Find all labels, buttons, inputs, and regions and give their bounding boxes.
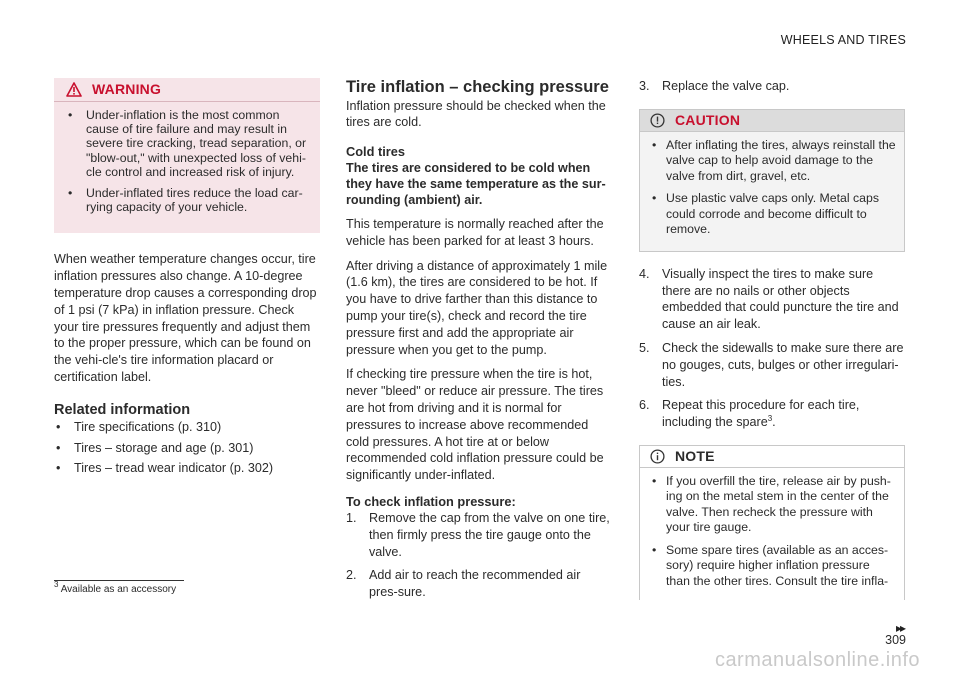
- footnote-divider: [54, 580, 184, 581]
- body-paragraph: This temperature is normally reached after the vehicle has been parked for at least 3 hours.: [346, 217, 604, 248]
- related-link[interactable]: • Tires – tread wear indicator (p. 302): [56, 461, 274, 476]
- caution-title: CAUTION: [675, 111, 741, 128]
- bullet-icon: •: [652, 191, 657, 206]
- watermark: carmanualsonline.info: [714, 649, 920, 671]
- bullet-icon: •: [56, 461, 61, 476]
- page-number: 309: [885, 633, 906, 647]
- related-link[interactable]: • Tire specifications (p. 310): [56, 419, 222, 434]
- subheading-cold-tires: Cold tires: [346, 144, 406, 159]
- exclamation-circle-icon: [650, 113, 665, 128]
- caution-box: [639, 109, 905, 252]
- bold-paragraph: The tires are considered to be cold when they have the same temperature as the sur-rounding (ambient) air.: [346, 161, 606, 207]
- body-paragraph: When weather temperature changes occur, tire inflation pressures also change. A 10-degree temperature drop causes a corresponding drop of 1 psi (7 kPa) in inflation pressure. Check your tire pressures frequently and adjust them to the proper pressure, which can be found on the vehi-cle's tire information placard or certification label.: [54, 252, 317, 384]
- steps-list: [639, 78, 905, 95]
- warning-title: WARNING: [92, 81, 162, 98]
- step-item: 6. Repeat this procedure for each tire, including the spare$^3$.: [639, 398, 860, 430]
- bullet-icon: •: [56, 440, 61, 455]
- caution-header: [640, 110, 904, 132]
- warning-item: • Under-inflated tires reduce the load car-rying capacity of your vehicle.: [68, 186, 303, 215]
- bullet-icon: •: [652, 542, 657, 557]
- column-middle: [346, 78, 612, 608]
- caution-item: • After inflating the tires, always reinstall the valve cap to help avoid damage to the valve from dirt, gravel, etc.: [652, 137, 896, 183]
- subheading-check-pressure: To check inflation pressure:: [346, 493, 516, 509]
- column-right: [639, 78, 905, 600]
- warning-item: • Under-inflation is the most common cause of tire failure and may result in severe tire cracking, tread separation, or "blow-out," with unexpected loss of vehi-cle control and increased risk of injury.: [68, 108, 307, 179]
- column-left: [54, 78, 320, 481]
- note-header: [640, 446, 904, 468]
- footnote: $^3$ Available as an accessory: [54, 580, 177, 595]
- related-info-heading: Related information: [54, 401, 191, 418]
- next-page-arrows-icon[interactable]: ▸▸: [895, 621, 904, 635]
- running-header: WHEELS AND TIRES: [780, 33, 906, 47]
- section-title: Tire inflation – checking pressure: [346, 78, 609, 96]
- bullet-icon: •: [56, 419, 61, 434]
- caution-list: [640, 132, 904, 238]
- caution-item: • Use plastic valve caps only. Metal caps could corrode and become difficult to remove.: [652, 191, 880, 237]
- step-item: 2. Add air to reach the recommended air pres-sure.: [346, 568, 581, 600]
- note-title: NOTE: [675, 448, 715, 465]
- warning-list: [54, 102, 320, 214]
- warning-triangle-icon: [66, 82, 82, 97]
- lead-paragraph: Inflation pressure should be checked when the tires are cold.: [346, 99, 606, 129]
- step-item: 5. Check the sidewalls to make sure there are no gouges, cuts, bulges or other irregulari-ties.: [639, 340, 904, 389]
- step-item: 4. Visually inspect the tires to make sure there are no nails or other objects embedded that could puncture the tire and cause an air leak.: [639, 266, 899, 332]
- info-circle-icon: [650, 449, 665, 464]
- steps-list: [639, 266, 905, 431]
- steps-list: [346, 510, 612, 601]
- bullet-icon: •: [652, 137, 657, 152]
- related-info-list: [54, 419, 320, 477]
- warning-header: [54, 78, 320, 102]
- step-item: 3. Replace the valve cap.: [639, 79, 790, 93]
- related-link[interactable]: • Tires – storage and age (p. 301): [56, 440, 254, 455]
- bullet-icon: •: [652, 473, 657, 488]
- bullet-icon: •: [68, 108, 73, 122]
- note-item: • Some spare tires (available as an acces-sory) require higher inflation pressure than the other tires. Consult the tire infla-: [652, 542, 889, 588]
- body-paragraph: After driving a distance of approximately 1 mile (1.6 km), the tires are considered to be hot. If you have to drive farther than this distance to pump your tire(s), check and record the tire pressure first and add the appropriate air pressure when you get to the pump.: [346, 258, 608, 357]
- note-item: • If you overfill the tire, release air by push-ing on the metal stem in the center of the valve. Then recheck the pressure with your tire gauge.: [652, 473, 891, 535]
- step-item: 1. Remove the cap from the valve on one tire, then firmly press the tire gauge onto the valve.: [346, 510, 610, 559]
- warning-box: [54, 78, 320, 233]
- bullet-icon: •: [68, 186, 73, 201]
- body-paragraph: If checking tire pressure when the tire is hot, never "bleed" or reduce air pressure. The tires are hot from driving and it is normal for pressures to increase above recommended cold pressures. A hot tire at or below recommended cold inflation pressure could be significantly under-inflated.: [346, 367, 604, 483]
- note-list: [640, 468, 904, 590]
- footnote-ref[interactable]: 3: [767, 414, 773, 424]
- note-box: [639, 445, 905, 601]
